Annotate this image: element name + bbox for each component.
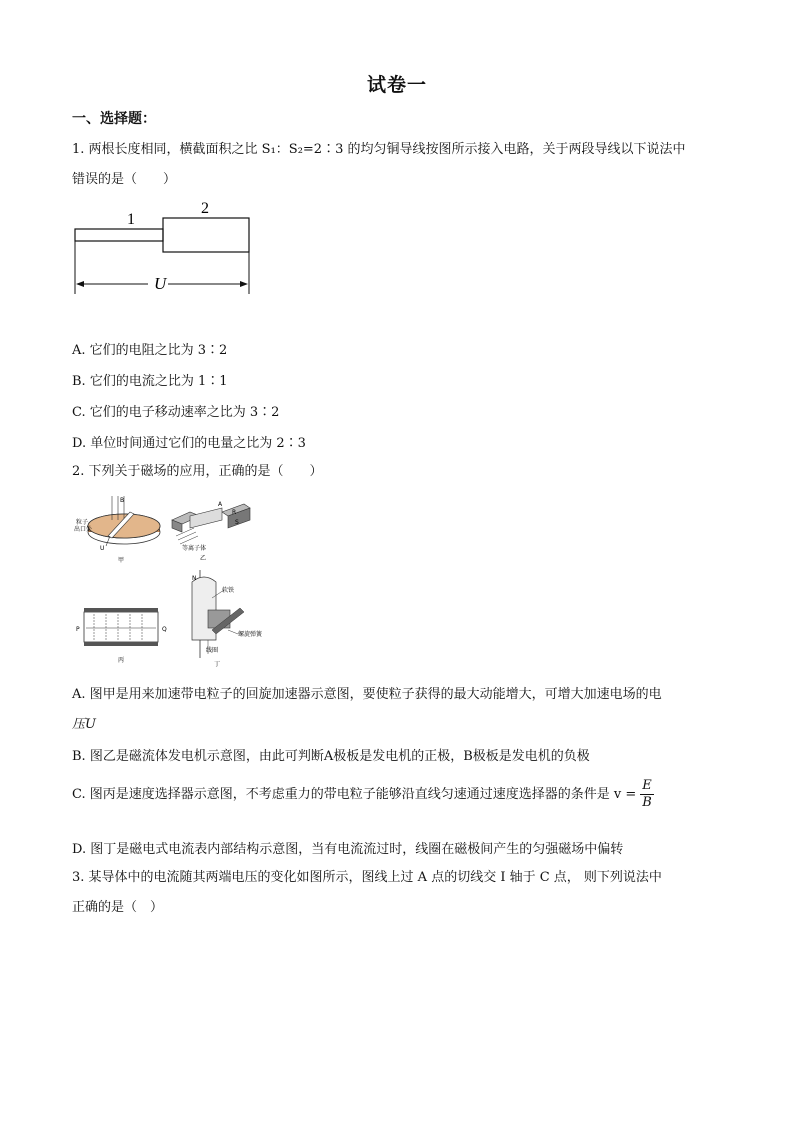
q2-option-b[interactable]: B. 图乙是磁流体发电机示意图，由此可判断A极板是发电机的正极，B极板是发电机的负极 bbox=[72, 749, 590, 764]
q1-option-a[interactable]: A. 它们的电阻之比为 3∶2 bbox=[72, 343, 228, 358]
q2-stem: 2. 下列关于磁场的应用，正确的是（ ） bbox=[72, 464, 323, 479]
svg-text:丁: 丁 bbox=[214, 661, 221, 668]
q1-wire-figure bbox=[70, 196, 260, 302]
svg-text:S: S bbox=[235, 519, 239, 526]
svg-text:A: A bbox=[218, 501, 223, 508]
q1-option-c[interactable]: C. 它们的电子移动速率之比为 3∶2 bbox=[72, 405, 280, 420]
svg-text:B: B bbox=[120, 497, 125, 504]
svg-text:粒子: 粒子 bbox=[76, 519, 89, 526]
wire-label-1: 1 bbox=[127, 211, 135, 228]
svg-text:U: U bbox=[100, 545, 105, 552]
q2-option-c[interactable] bbox=[72, 778, 654, 811]
q3-stem-line2: 正确的是（ ） bbox=[72, 900, 164, 915]
cyclotron-diagram bbox=[74, 496, 160, 564]
q2-option-d[interactable]: D. 图丁是磁电式电流表内部结构示意图，当有电流流过时，线圈在磁极间产生的匀强磁场中偏转 bbox=[72, 842, 624, 857]
svg-text:乙: 乙 bbox=[200, 555, 207, 562]
voltage-label-U: U bbox=[154, 274, 167, 293]
svg-text:软铁: 软铁 bbox=[222, 587, 235, 594]
svg-text:螺旋弹簧: 螺旋弹簧 bbox=[238, 631, 263, 638]
q1-option-d[interactable]: D. 单位时间通过它们的电量之比为 2∶3 bbox=[72, 436, 306, 451]
q3-stem-line1: 3. 某导体中的电流随其两端电压的变化如图所示，图线上过 A 点的切线交 I 轴于 C 点， 则下列说法中 bbox=[72, 870, 662, 885]
wire-label-2: 2 bbox=[201, 200, 209, 217]
mhd-generator-diagram bbox=[172, 501, 250, 562]
arrowhead-left bbox=[76, 281, 84, 287]
svg-text:R: R bbox=[232, 509, 237, 516]
svg-text:Q: Q bbox=[162, 626, 167, 633]
svg-text:P: P bbox=[76, 626, 80, 633]
svg-text:线圈: 线圈 bbox=[206, 647, 219, 654]
svg-text:等离子体: 等离子体 bbox=[182, 545, 207, 552]
ammeter-diagram bbox=[192, 570, 263, 668]
fraction-numerator: E bbox=[642, 778, 652, 793]
thin-wire-segment bbox=[75, 229, 163, 241]
svg-text:N: N bbox=[192, 575, 197, 582]
q2-option-a-line1[interactable]: A. 图甲是用来加速带电粒子的回旋加速器示意图，要使粒子获得的最大动能增大，可增大加速电场的电 bbox=[72, 687, 662, 702]
svg-text:甲: 甲 bbox=[118, 557, 125, 564]
thick-wire-segment bbox=[163, 218, 249, 252]
svg-text:丙: 丙 bbox=[118, 657, 125, 664]
q1-stem-line1: 1. 两根长度相同，横截面积之比 S₁：S₂=2∶3 的均匀铜导线按图所示接入电路，关于两段导线以下说法中 bbox=[72, 142, 686, 157]
fraction-denominator: B bbox=[642, 795, 652, 810]
page-title: 试卷一 bbox=[366, 74, 427, 96]
q1-stem-line2: 错误的是（ ） bbox=[72, 172, 177, 187]
velocity-selector-diagram bbox=[76, 608, 167, 664]
section-heading: 一、选择题： bbox=[72, 111, 156, 127]
q2-option-c-text: C. 图丙是速度选择器示意图，不考虑重力的带电粒子能够沿直线匀速通过速度选择器的条件是 v = bbox=[72, 787, 637, 802]
q1-option-b[interactable]: B. 它们的电流之比为 1∶1 bbox=[72, 374, 228, 389]
q2-option-a-line2[interactable]: 压U bbox=[72, 717, 96, 732]
svg-text:出口处: 出口处 bbox=[74, 526, 93, 533]
arrowhead-right bbox=[240, 281, 248, 287]
velocity-fraction bbox=[640, 778, 654, 811]
q2-figure bbox=[72, 490, 282, 670]
